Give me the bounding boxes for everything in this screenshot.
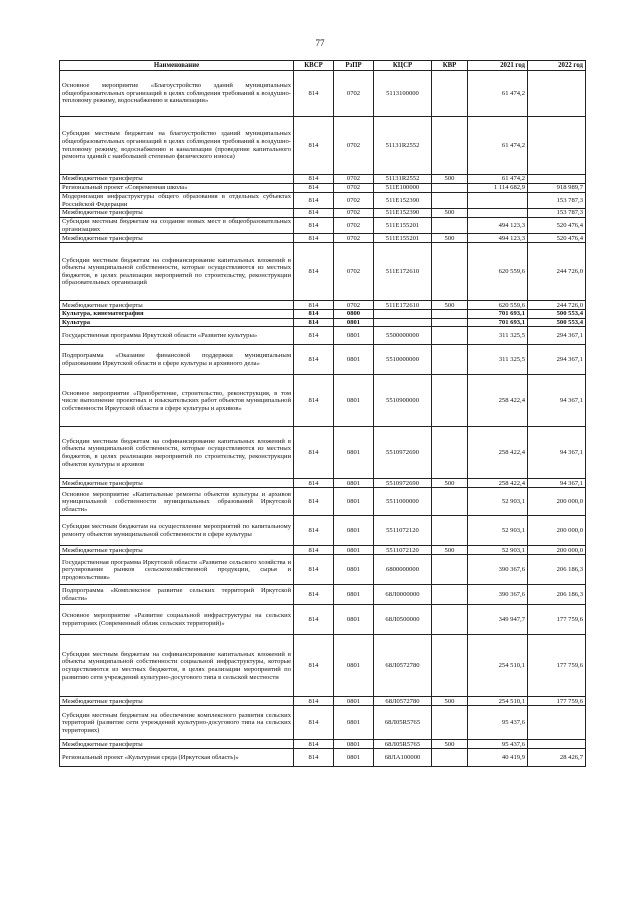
table-cell-2021: 390 367,6: [468, 555, 528, 585]
table-row: [60, 310, 586, 319]
table-cell-2022: 206 186,3: [528, 585, 586, 605]
table-cell-rzpr: 0801: [334, 555, 374, 585]
table-cell-rzpr: 0702: [334, 175, 374, 184]
table-cell-2022: 500 553,4: [528, 318, 586, 327]
table-cell-2021: 620 559,6: [468, 243, 528, 301]
table-cell-name: Государственная программа Иркутской области «Развитие сельского хозяйства и регулирование рынков сельскохозяйственной продукции, сырья и продовольствия»: [60, 555, 294, 585]
column-header-kvr: КВР: [432, 61, 468, 71]
table-cell-2021: 258 422,4: [468, 479, 528, 488]
table-cell-2021: 254 510,1: [468, 635, 528, 697]
table-cell-2022: 200 000,0: [528, 546, 586, 555]
table-row: [60, 175, 586, 184]
table-cell-2021: 390 367,6: [468, 585, 528, 605]
table-row: [60, 697, 586, 706]
table-cell-name: Модернизация инфраструктуры общего образования в отдельных субъектах Российской Федерации: [60, 193, 294, 209]
table-cell-2021: 254 510,1: [468, 697, 528, 706]
table-cell-kcsr: 51131R2552: [374, 117, 432, 175]
table-cell-kcsr: 511E100000: [374, 184, 432, 193]
table-cell-rzpr: 0801: [334, 605, 374, 635]
table-cell-name: Подпрограмма «Оказание финансовой поддержки муниципальным образованиям Иркутской области в сфере культуры и архивного дела»: [60, 345, 294, 375]
table-cell-2021: 701 693,1: [468, 310, 528, 319]
table-cell-rzpr: 0801: [334, 749, 374, 767]
table-cell-kvr: [432, 749, 468, 767]
table-cell-2022: [528, 706, 586, 740]
table-cell-kcsr: 68Л0000000: [374, 585, 432, 605]
table-cell-2021: [468, 209, 528, 218]
table-row: [60, 301, 586, 310]
table-cell-kcsr: 68Л0500000: [374, 605, 432, 635]
table-cell-kvsr: 814: [294, 71, 334, 117]
table-cell-2022: 206 186,3: [528, 555, 586, 585]
table-cell-kvr: [432, 318, 468, 327]
table-cell-name: Государственная программа Иркутской области «Развитие культуры»: [60, 327, 294, 345]
table-cell-2022: 244 726,0: [528, 243, 586, 301]
table-cell-kvsr: 814: [294, 193, 334, 209]
table-cell-2022: 294 367,1: [528, 327, 586, 345]
table-cell-kvr: [432, 516, 468, 546]
table-row: [60, 605, 586, 635]
table-cell-kvsr: 814: [294, 327, 334, 345]
table-cell-kvr: [432, 488, 468, 516]
table-cell-kvsr: 814: [294, 301, 334, 310]
table-cell-name: Субсидии местным бюджетам на софинансирование капитальных вложений в объекты муниципальной собственности, которые осуществляются из местных бюджетов, в целях реализации мероприятий по строительству, реконструкции образовательных организаций: [60, 243, 294, 301]
column-header-rzpr: РзПР: [334, 61, 374, 71]
table-cell-kvr: [432, 555, 468, 585]
table-cell-2021: 620 559,6: [468, 301, 528, 310]
table-cell-rzpr: 0801: [334, 706, 374, 740]
table-cell-2022: [528, 175, 586, 184]
table-cell-name: Субсидии местным бюджетам на софинансирование капитальных вложений в объекты муниципальной собственности, которые осуществляются из местных бюджетов, в целях реализации мероприятий по строительству, реконструкции объектов культуры и архивов: [60, 427, 294, 479]
table-cell-2021: 61 474,2: [468, 175, 528, 184]
table-cell-rzpr: 0801: [334, 585, 374, 605]
table-cell-kcsr: 5113100000: [374, 71, 432, 117]
table-cell-kvsr: 814: [294, 740, 334, 749]
table-cell-2022: 153 787,3: [528, 209, 586, 218]
table-cell-rzpr: 0702: [334, 71, 374, 117]
table-cell-2022: 520 476,4: [528, 218, 586, 234]
table-row: [60, 479, 586, 488]
table-cell-kcsr: 511E155201: [374, 218, 432, 234]
table-cell-kcsr: 5500000000: [374, 327, 432, 345]
table-cell-rzpr: 0801: [334, 345, 374, 375]
table-cell-kcsr: 511E155201: [374, 234, 432, 243]
table-row: [60, 740, 586, 749]
table-cell-kvr: [432, 117, 468, 175]
table-cell-kcsr: 68Л05R5765: [374, 706, 432, 740]
table-cell-kvsr: 814: [294, 310, 334, 319]
table-cell-rzpr: 0801: [334, 635, 374, 697]
table-cell-2021: 349 947,7: [468, 605, 528, 635]
table-cell-rzpr: 0801: [334, 697, 374, 706]
table-cell-name: Межбюджетные трансферты: [60, 697, 294, 706]
table-cell-kvr: [432, 193, 468, 209]
table-row: [60, 375, 586, 427]
table-cell-2021: 95 437,6: [468, 740, 528, 749]
page-number: 77: [315, 38, 325, 48]
table-cell-kcsr: 6800000000: [374, 555, 432, 585]
table-cell-kvr: [432, 635, 468, 697]
table-row: [60, 218, 586, 234]
table-cell-rzpr: 0702: [334, 301, 374, 310]
table-cell-rzpr: 0801: [334, 375, 374, 427]
table-cell-2022: 918 989,7: [528, 184, 586, 193]
table-cell-kvsr: 814: [294, 749, 334, 767]
table-cell-rzpr: 0702: [334, 184, 374, 193]
table-cell-kvsr: 814: [294, 635, 334, 697]
table-cell-2022: [528, 71, 586, 117]
table-cell-kcsr: 5510000000: [374, 345, 432, 375]
table-cell-2021: 311 325,5: [468, 327, 528, 345]
table-cell-kcsr: 51131R2552: [374, 175, 432, 184]
table-cell-kcsr: 5510972690: [374, 427, 432, 479]
table-cell-2021: 40 419,9: [468, 749, 528, 767]
table-row: [60, 749, 586, 767]
table-cell-kcsr: 511E172610: [374, 301, 432, 310]
table-cell-2021: 52 903,1: [468, 546, 528, 555]
table-cell-kcsr: [374, 318, 432, 327]
table-cell-kvsr: 814: [294, 209, 334, 218]
table-row: [60, 318, 586, 327]
table-cell-2022: 177 759,6: [528, 605, 586, 635]
table-cell-2021: 95 437,6: [468, 706, 528, 740]
table-cell-name: Субсидии местным бюджетам на софинансирование капитальных вложений в объекты муниципальной собственности социальной инфраструктуры, которые осуществляются из местных бюджетов, в целях реализации мероприятий по развитию сети учреждений культурно-досугового типа в сельской местности: [60, 635, 294, 697]
table-cell-kvsr: 814: [294, 585, 334, 605]
table-cell-kvsr: 814: [294, 516, 334, 546]
table-cell-2022: 200 000,0: [528, 516, 586, 546]
table-row: [60, 488, 586, 516]
table-cell-rzpr: 0702: [334, 234, 374, 243]
table-header-row: [60, 61, 586, 71]
table-cell-2022: 94 367,1: [528, 479, 586, 488]
table-cell-name: Культура: [60, 318, 294, 327]
table-row: [60, 706, 586, 740]
table-cell-rzpr: 0801: [334, 516, 374, 546]
table-cell-rzpr: 0801: [334, 740, 374, 749]
table-cell-name: Основное мероприятие «Развитие социальной инфраструктуры на сельских территориях (Современный облик сельских территорий)»: [60, 605, 294, 635]
table-cell-kvr: 500: [432, 175, 468, 184]
table-row: [60, 585, 586, 605]
table-cell-kcsr: 5511000000: [374, 488, 432, 516]
table-cell-kvsr: 814: [294, 546, 334, 555]
table-cell-kvr: [432, 706, 468, 740]
table-cell-2021: 52 903,1: [468, 516, 528, 546]
table-cell-kvr: 500: [432, 301, 468, 310]
table-cell-kcsr: 5511072120: [374, 546, 432, 555]
table-cell-kvr: [432, 427, 468, 479]
table-cell-kcsr: 511E152390: [374, 209, 432, 218]
table-row: [60, 193, 586, 209]
table-cell-kvsr: 814: [294, 234, 334, 243]
table-cell-name: Региональный проект «Современная школа»: [60, 184, 294, 193]
table-row: [60, 117, 586, 175]
table-cell-2022: [528, 117, 586, 175]
table-cell-2021: 258 422,4: [468, 427, 528, 479]
column-header-2022: 2022 год: [528, 61, 586, 71]
table-cell-2022: 294 367,1: [528, 345, 586, 375]
table-cell-kvr: [432, 605, 468, 635]
table-cell-rzpr: 0801: [334, 479, 374, 488]
table-cell-kvsr: 814: [294, 175, 334, 184]
table-cell-kvsr: 814: [294, 345, 334, 375]
table-cell-kcsr: 511E172610: [374, 243, 432, 301]
table-cell-2022: 153 787,3: [528, 193, 586, 209]
table-cell-rzpr: 0801: [334, 488, 374, 516]
table-cell-kcsr: 68Л0572780: [374, 635, 432, 697]
table-row: [60, 345, 586, 375]
table-cell-kvr: [432, 585, 468, 605]
table-cell-name: Культура, кинематография: [60, 310, 294, 319]
table-cell-name: Межбюджетные трансферты: [60, 301, 294, 310]
table-cell-name: Межбюджетные трансферты: [60, 234, 294, 243]
table-row: [60, 234, 586, 243]
table-cell-kvr: [432, 310, 468, 319]
table-row: [60, 71, 586, 117]
table-cell-2021: 61 474,2: [468, 71, 528, 117]
table-cell-kvsr: 814: [294, 706, 334, 740]
table-cell-kcsr: 5511072120: [374, 516, 432, 546]
column-header-2021: 2021 год: [468, 61, 528, 71]
table-cell-kvr: [432, 327, 468, 345]
table-cell-name: Основное мероприятие «Приобретение, строительство, реконструкция, в том числе выполнение проектных и изыскательских работ объектов муниципальной собственности Иркутской области в сфере культуры и архивов»: [60, 375, 294, 427]
table-cell-kvr: 500: [432, 234, 468, 243]
table-cell-kcsr: 68Л0572780: [374, 697, 432, 706]
table-cell-name: Межбюджетные трансферты: [60, 209, 294, 218]
table-cell-kcsr: 5510972690: [374, 479, 432, 488]
table-cell-2021: 1 114 682,9: [468, 184, 528, 193]
table-cell-rzpr: 0801: [334, 327, 374, 345]
table-cell-2022: 177 759,6: [528, 635, 586, 697]
table-cell-name: Межбюджетные трансферты: [60, 546, 294, 555]
table-cell-kvsr: 814: [294, 218, 334, 234]
table-cell-kvsr: 814: [294, 184, 334, 193]
budget-table: [59, 60, 586, 767]
table-cell-rzpr: 0702: [334, 243, 374, 301]
table-cell-rzpr: 0801: [334, 318, 374, 327]
table-cell-2022: 177 759,6: [528, 697, 586, 706]
table-cell-name: Субсидии местным бюджетам на осуществление мероприятий по капитальному ремонту объектов муниципальной собственности в сфере культуры: [60, 516, 294, 546]
table-cell-kcsr: 511E152390: [374, 193, 432, 209]
table-cell-2022: 94 367,1: [528, 375, 586, 427]
table-cell-2022: 520 476,4: [528, 234, 586, 243]
table-cell-kvsr: 814: [294, 488, 334, 516]
table-cell-kvsr: 814: [294, 375, 334, 427]
table-cell-name: Подпрограмма «Комплексное развитие сельских территорий Иркутской области»: [60, 585, 294, 605]
table-row: [60, 243, 586, 301]
table-cell-kvsr: 814: [294, 318, 334, 327]
table-cell-rzpr: 0800: [334, 310, 374, 319]
table-cell-rzpr: 0702: [334, 209, 374, 218]
table-cell-kvr: [432, 71, 468, 117]
table-cell-name: Субсидии местным бюджетам на благоустройство зданий муниципальных общеобразовательных организаций в целях соблюдения требований к воздушно-тепловому режиму, водоснабжению и канализации (проведение капитального ремонта зданий с наибольшей степенью физического износа): [60, 117, 294, 175]
table-cell-kvsr: 814: [294, 427, 334, 479]
table-row: [60, 209, 586, 218]
table-cell-name: Субсидии местным бюджетам на создание новых мест в общеобразовательных организациях: [60, 218, 294, 234]
table-cell-2022: [528, 740, 586, 749]
table-cell-2021: 61 474,2: [468, 117, 528, 175]
table-cell-kvr: 500: [432, 479, 468, 488]
table-cell-kvr: [432, 218, 468, 234]
table-row: [60, 184, 586, 193]
table-cell-kvsr: 814: [294, 697, 334, 706]
table-cell-name: Межбюджетные трансферты: [60, 175, 294, 184]
table-cell-2021: 494 123,3: [468, 234, 528, 243]
table-cell-2021: 258 422,4: [468, 375, 528, 427]
table-cell-name: Основное мероприятие «Капитальные ремонты объектов культуры и архивов муниципальной собственности муниципальных образований Иркутской области»: [60, 488, 294, 516]
table-cell-kcsr: 5510900000: [374, 375, 432, 427]
table-cell-2021: [468, 193, 528, 209]
table-cell-rzpr: 0801: [334, 427, 374, 479]
column-header-kvsr: КВСР: [294, 61, 334, 71]
table-row: [60, 327, 586, 345]
table-cell-kvr: 500: [432, 209, 468, 218]
table-cell-kvr: [432, 345, 468, 375]
table-cell-kvr: 500: [432, 697, 468, 706]
table-cell-2021: 311 325,5: [468, 345, 528, 375]
table-cell-rzpr: 0702: [334, 193, 374, 209]
table-cell-2022: 200 000,0: [528, 488, 586, 516]
table-cell-kvsr: 814: [294, 479, 334, 488]
table-cell-kvr: 500: [432, 740, 468, 749]
table-cell-2022: 94 367,1: [528, 427, 586, 479]
table-cell-name: Субсидии местным бюджетам на обеспечение комплексного развития сельских территорий (развитие сети учреждений культурно-досугового типа на сельских территориях): [60, 706, 294, 740]
column-header-kcsr: КЦСР: [374, 61, 432, 71]
table-cell-rzpr: 0702: [334, 218, 374, 234]
table-cell-2022: 244 726,0: [528, 301, 586, 310]
table-row: [60, 546, 586, 555]
table-cell-rzpr: 0801: [334, 546, 374, 555]
column-header-name: Наименование: [60, 61, 294, 71]
table-cell-kvsr: 814: [294, 605, 334, 635]
table-cell-kvsr: 814: [294, 117, 334, 175]
table-cell-kvr: 500: [432, 546, 468, 555]
table-cell-2022: 500 553,4: [528, 310, 586, 319]
table-cell-rzpr: 0702: [334, 117, 374, 175]
table-cell-kcsr: 68Л05R5765: [374, 740, 432, 749]
table-cell-kvr: [432, 375, 468, 427]
table-row: [60, 635, 586, 697]
table-cell-kcsr: 68ЛA100000: [374, 749, 432, 767]
table-cell-2021: 52 903,1: [468, 488, 528, 516]
table-cell-kvsr: 814: [294, 243, 334, 301]
table-cell-name: Основное мероприятие «Благоустройство зданий муниципальных общеобразовательных организаций в целях соблюдения требований к воздушно-тепловому режиму, водоснабжению и канализации»: [60, 71, 294, 117]
table-cell-kvr: [432, 184, 468, 193]
table-row: [60, 516, 586, 546]
table-row: [60, 555, 586, 585]
table-cell-name: Межбюджетные трансферты: [60, 479, 294, 488]
table-cell-2022: 28 426,7: [528, 749, 586, 767]
table-row: [60, 427, 586, 479]
table-cell-kvr: [432, 243, 468, 301]
table-cell-kvsr: 814: [294, 555, 334, 585]
table-cell-2021: 701 693,1: [468, 318, 528, 327]
table-cell-kcsr: [374, 310, 432, 319]
table-cell-name: Межбюджетные трансферты: [60, 740, 294, 749]
table-cell-2021: 494 123,3: [468, 218, 528, 234]
table-cell-name: Региональный проект «Культурная среда (Иркутская область)»: [60, 749, 294, 767]
